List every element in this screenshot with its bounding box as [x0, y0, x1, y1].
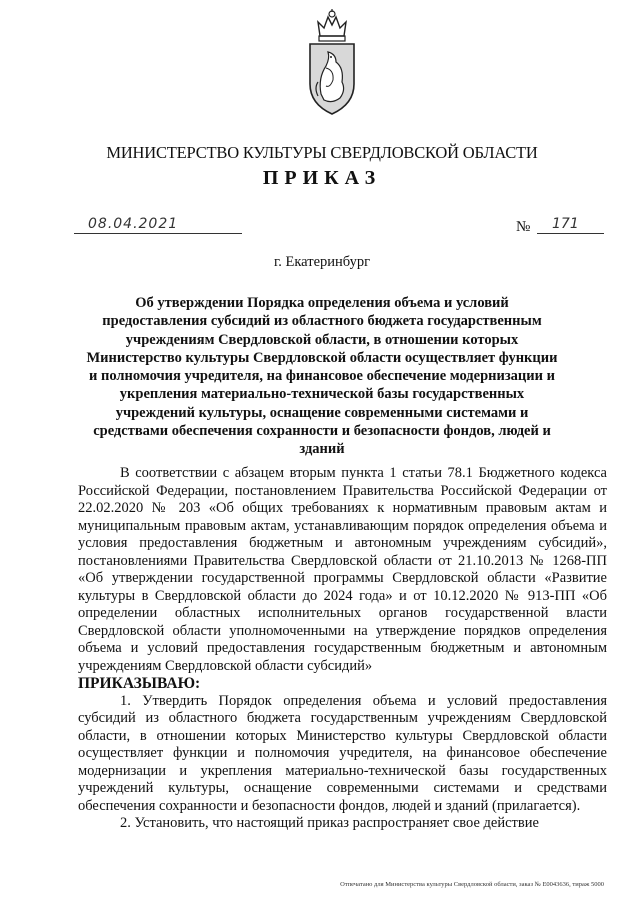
- ministry-name: МИНИСТЕРСТВО КУЛЬТУРЫ СВЕРДЛОВСКОЙ ОБЛАСТИ: [106, 143, 538, 162]
- coat-of-arms-icon: [306, 8, 358, 118]
- document-body: [78, 465, 607, 833]
- print-footer: Отпечатано для Министерства культуры Свердловской области, заказ № Е0043636, тираж 5000: [340, 881, 604, 888]
- order-item-2: 2. Установить, что настоящий приказ распространяет свое действие: [120, 815, 539, 831]
- order-word: ПРИКАЗЫВАЮ:: [78, 675, 201, 692]
- order-item-1: 1. Утвердить Порядок определения объема и условий предоставления субсидий из областного бюджета государственным учреждениям Свердловской области, в отношении которых Министерство культуры Свердловской области осуществляет функции и полномочия учредителя, на финансовое обеспечение модернизации и укрепления материально-технической базы государственных учреждений культуры, оснащение современными системами и средствами обеспечения сохранности и безопасности фондов, людей и зданий (прилагается).: [78, 692, 607, 814]
- document-type-title: ПРИКАЗ: [262, 167, 382, 189]
- order-number: 171: [552, 216, 579, 232]
- city: г. Екатеринбург: [273, 254, 371, 270]
- number-underline: [537, 233, 604, 234]
- order-number-label: №: [516, 219, 531, 235]
- order-date: 08.04.2021: [88, 216, 179, 232]
- preamble-paragraph: В соответствии с абзацем вторым пункта 1 статьи 78.1 Бюджетного кодекса Российской Федерации, постановлением Правительства Российской Федерации от 22.02.2020 № 203 «Об общих требованиях к нормативным правовым актам и муниципальным правовым актам, устанавливающим порядок определения объема и условия предоставления бюджетным и автономным учреждениям субсидий», постановлениями Правительства Свердловской области от 21.10.2013 № 1268-ПП «Об утверждении государственной программы Свердловской области «Развитие культуры в Свердловской области до 2024 года» и от 10.12.2020 № 913-ПП «Об определении областных исполнительных органов государственной власти Свердловской области уполномоченными на утверждение порядков определения объема и условий предоставления государственным бюджетным и автономным учреждениям Свердловской области субсидий»: [78, 465, 607, 674]
- order-heading: Об утверждении Порядка определения объема и условий предоставления субсидий из областного бюджета государственным учреждениям Свердловской области, в отношении которых Министерство культуры Свердловской области осуществляет функции и полномочия учредителя, на финансовое обеспечение модернизации и укрепления материально-технической базы государственных учреждений культуры, оснащение современными системами и средствами обеспечения сохранности и безопасности фондов, людей и зданий: [86, 295, 558, 458]
- date-underline: [74, 233, 242, 234]
